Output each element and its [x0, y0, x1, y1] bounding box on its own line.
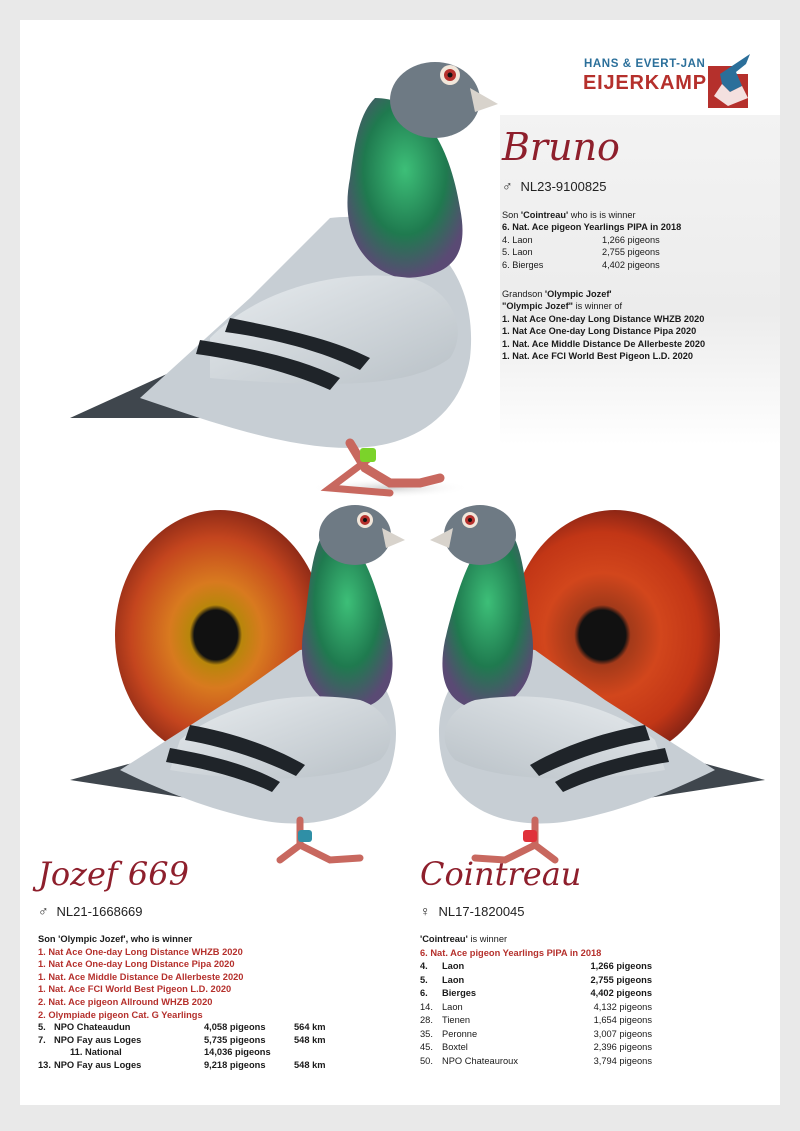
cointreau-headline: 6. Nat. Ace pigeon Yearlings PIPA in 2018 [420, 947, 602, 958]
jozef-title: 2. Olympiade pigeon Cat. G Yearlings [38, 1009, 203, 1020]
jozef-intro: Son 'Olympic Jozef', who is winner [38, 934, 193, 944]
bruno-ring-number: NL23-9100825 [520, 179, 607, 194]
jozef-pigeon-image [60, 500, 420, 870]
male-symbol-icon: ♂ [502, 178, 513, 194]
cointreau-ring [420, 903, 525, 919]
pedigree-sheet [20, 20, 780, 1105]
cointreau-result-row: 28. Tienen 1,654 pigeons [420, 1015, 652, 1025]
male-symbol-icon: ♂ [38, 903, 49, 919]
bruno-result-row: 6. Bierges 4,402 pigeons [502, 259, 660, 270]
bruno-name: Bruno [502, 125, 620, 169]
cointreau-result-row: 35. Peronne 3,007 pigeons [420, 1028, 652, 1039]
jozef-title: 1. Nat. Ace FCI World Best Pigeon L.D. 2020 [38, 984, 232, 995]
cointreau-name: Cointreau [420, 855, 582, 893]
eijerkamp-logo [706, 52, 751, 110]
bruno-pigeon-image [30, 38, 510, 503]
cointreau-result-row: 6. Bierges 4,402 pigeons [420, 988, 652, 998]
jozef-title: 1. Nat Ace One-day Long Distance WHZB 2020 [38, 946, 243, 957]
jozef-title: 1. Nat Ace One-day Long Distance Pipa 2020 [38, 959, 235, 970]
bruno-result-row: 4. Laon 1,266 pigeons [502, 234, 660, 245]
bruno-info: Son 'Cointreau' who is is winner 6. Nat. Ace pigeon Yearlings PIPA in 2018 4. Laon 1,266 pigeons 5. Laon 2,755 pigeons 6. Bierges 4,402 pigeons Grandson 'Olympic Jozef' "Olympic Jozef" is winner of 1. Nat Ace One-day Long Distance WHZB 2020 1. Nat Ace One-day Long Distance Pipa 2020 1. Nat. Ace Middle Distance De Allerbeste 2020 1. Nat. Ace FCI World Best Pigeon L.D. 2020 [502, 209, 772, 362]
jozef-title: 1. Nat. Ace Middle Distance De Allerbeste 2020 [38, 971, 244, 982]
cointreau-info: 'Cointreau' is winner 6. Nat. Ace pigeon Yearlings PIPA in 2018 4. Laon 1,266 pigeons 5. Laon 2,755 pigeons 6. Bierges 4,402 pigeons 14. Laon 4,132 pigeons 28. Tienen 1,654 pigeons 35. Peronne 3,007 pigeons 45. Boxtel 2,396 pigeons 50. NPO Chateauroux 3,794 pigeons [420, 933, 670, 1068]
bruno-headline: 6. Nat. Ace pigeon Yearlings PIPA in 2018 [502, 222, 682, 233]
cointreau-ring-number: NL17-1820045 [438, 904, 525, 919]
jozef-result-row: 13. NPO Fay aus Loges 9,218 pigeons 548 km [38, 1059, 326, 1070]
bruno-title: 1. Nat. Ace FCI World Best Pigeon L.D. 2020 [502, 351, 693, 362]
jozef-result-row: 11. National 14,036 pigeons [70, 1047, 271, 1058]
jozef-result-row: 7. NPO Fay aus Loges 5,735 pigeons 548 km [38, 1034, 326, 1045]
jozef-title: 2. Nat. Ace pigeon Allround WHZB 2020 [38, 996, 213, 1007]
jozef-info [38, 933, 378, 1072]
bruno-title: 1. Nat Ace One-day Long Distance WHZB 2020 [502, 313, 705, 324]
bruno-ring [502, 178, 607, 194]
bruno-title: 1. Nat Ace One-day Long Distance Pipa 2020 [502, 326, 697, 337]
cointreau-result-row: 50. NPO Chateauroux 3,794 pigeons [420, 1055, 652, 1066]
jozef-result-row: 5. NPO Chateaudun 4,058 pigeons 564 km [38, 1022, 326, 1033]
cointreau-result-row: 45. Boxtel 2,396 pigeons [420, 1042, 652, 1052]
female-symbol-icon: ♀ [420, 903, 431, 919]
jozef-ring-number: NL21-1668669 [56, 904, 143, 919]
brand-subtitle: HANS & EVERT-JAN [584, 58, 706, 70]
brand-title: EIJERKAMP [583, 72, 707, 94]
bruno-result-row: 5. Laon 2,755 pigeons [502, 247, 660, 258]
bruno-title: 1. Nat. Ace Middle Distance De Allerbeste 2020 [502, 338, 706, 349]
cointreau-result-row: 4. Laon 1,266 pigeons [420, 961, 652, 971]
cointreau-result-row: 14. Laon 4,132 pigeons [420, 1001, 652, 1012]
cointreau-result-row: 5. Laon 2,755 pigeons [420, 974, 652, 985]
jozef-name: Jozef 669 [38, 855, 189, 893]
jozef-ring [38, 903, 143, 919]
cointreau-pigeon-image [415, 500, 775, 870]
